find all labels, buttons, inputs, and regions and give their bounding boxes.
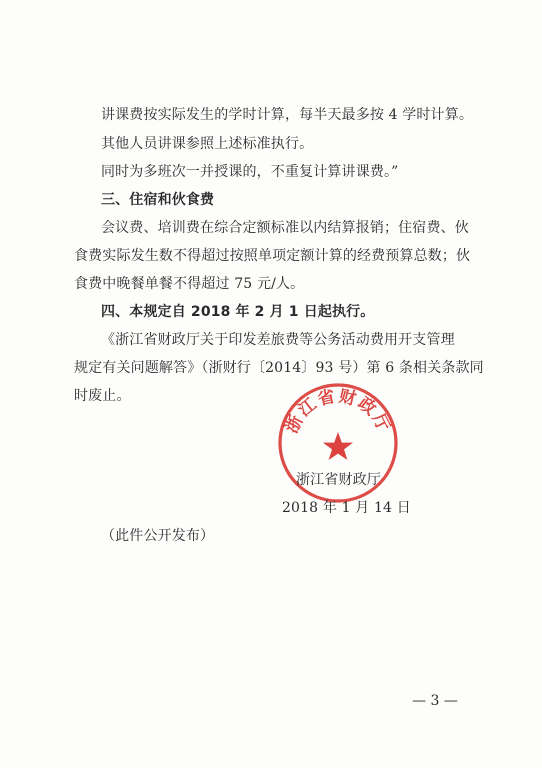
publish-note: （此件公开发布） [101, 528, 215, 544]
seal-text: 浙江省财政厅 [281, 386, 395, 437]
body-line-8: 规定有关问题解答》（浙财行〔2014〕93 号）第 6 条相关条款同 [74, 360, 484, 376]
body-line-6: 食费中晚餐单餐不得超过 75 元/人。 [74, 276, 305, 292]
page-number: — 3 — [412, 693, 458, 709]
body-line-7: 《浙江省财政厅关于印发差旅费等公务活动费用开支管理 [101, 332, 455, 348]
body-line-1: 讲课费按实际发生的学时计算，每半天最多按 4 学时计算。 [101, 107, 474, 123]
body-line-9: 时废止。 [74, 388, 131, 404]
body-line-5: 食费实际发生数不得超过按照单项定额计算的经费预算总数；伙 [74, 248, 471, 264]
body-line-3: 同时为多班次一并授课的，不重复计算讲课费。” [101, 164, 399, 180]
signature-org: 浙江省财政厅 [296, 472, 381, 488]
body-line-2: 其他人员讲课参照上述标准执行。 [101, 136, 314, 152]
star-icon [323, 432, 353, 460]
section-heading-3: 三、住宿和伙食费 [101, 192, 215, 208]
body-line-4: 会议费、培训费在综合定额标准以内结算报销；住宿费、伙 [101, 220, 469, 236]
section-heading-4: 四、本规定自 2018 年 2 月 1 日起执行。 [101, 304, 375, 320]
svg-text:浙江省财政厅 [281, 385, 394, 436]
signature-date: 2018 年 1 月 14 日 [282, 500, 411, 516]
